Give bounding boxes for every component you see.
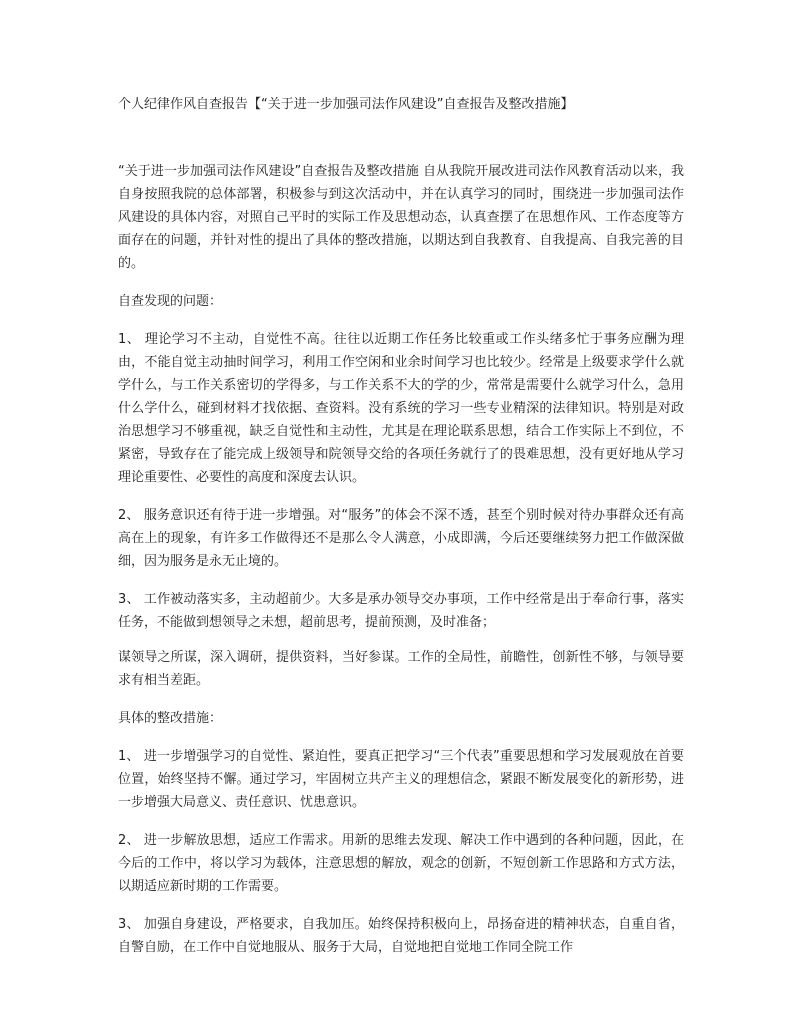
section-heading-measures: 具体的整改措施： — [118, 711, 223, 726]
problem-item-1: 1、 理论学习不主动，自觉性不高。往往以近期工作任务比较重或工作头绪多忙于事务应酬为理由，不能自觉主动抽时间学习，利用工作空闲和业余时间学习也比较少。经常是上级要求学什么就学什么，与工作关系密切的学得多，与工作关系不大的学的少，常常是需要什么就学习什么，急用什么学什么，碰到材料才找依据、查资料。没有系统的学习一些专业精深的法律知识。特别是对政治思想学习不够重视，缺乏自觉性和主动性，尤其是在理论联系思想，结合工作实际上不到位，不紧密，导致存在了能完成上级领导和院领导交给的各项任务就行了的畏难思想，没有更好地从学习理论重要性、必要性的高度和深度去认识。 — [118, 332, 684, 485]
measure-item-3: 3、 加强自身建设，严格要求，自我加压。始终保持积极向上，昂扬奋进的精神状态，自重自省，自警自励，在工作中自觉地服从、服务于大局，自觉地把自觉地工作同全院工作 — [118, 917, 684, 955]
section-heading-problems: 自查发现的问题： — [118, 294, 223, 309]
document-title: 个人纪律作风自查报告【“关于进一步加强司法作风建设”自查报告及整改措施】 — [118, 97, 574, 112]
measure-item-2: 2、 进一步解放思想，适应工作需求。用新的思维去发现、解决工作中遇到的各种问题，因此，在今后的工作中，将以学习为载体，注意思想的解放，观念的创新，不短创新工作思路和方式方法，以期适应新时期的工作需要。 — [118, 833, 684, 894]
problem-item-3-continued: 谋领导之所谋，深入调研，提供资料，当好参谋。工作的全局性，前瞻性，创新性不够，与领导要求有相当差距。 — [118, 650, 684, 688]
document-body — [118, 160, 684, 974]
intro-paragraph: “关于进一步加强司法作风建设”自查报告及整改措施 自从我院开展改进司法作风教育活动以来，我自身按照我院的总体部署，积极参与到这次活动中，并在认真学习的同时，围绕进一步加强司法作风建设的具体内容，对照自己平时的实际工作及思想动态，认真查摆了在思想作风、工作态度等方面存在的问题，并针对性的提出了具体的整改措施，以期达到自我教育、自我提高、自我完善的目的。 — [118, 164, 684, 271]
measure-item-1: 1、 进一步增强学习的自觉性、紧迫性，要真正把学习“三个代表”重要思想和学习发展观放在首要位置，始终坚持不懈。通过学习，牢固树立共产主义的理想信念，紧跟不断发展变化的新形势，进一步增强大局意义、责任意识、忧患意识。 — [118, 749, 684, 810]
problem-item-2: 2、 服务意识还有待于进一步增强。对“服务”的体会不深不透，甚至个别时候对待办事群众还有高高在上的现象，有许多工作做得还不是那么令人满意，小成即满，今后还要继续努力把工作做深做细，因为服务是永无止境的。 — [118, 508, 684, 569]
problem-item-3: 3、 工作被动落实多，主动超前少。大多是承办领导交办事项，工作中经常是出于奉命行事，落实任务，不能做到想领导之未想，超前思考，提前预测，及时准备； — [118, 592, 684, 630]
